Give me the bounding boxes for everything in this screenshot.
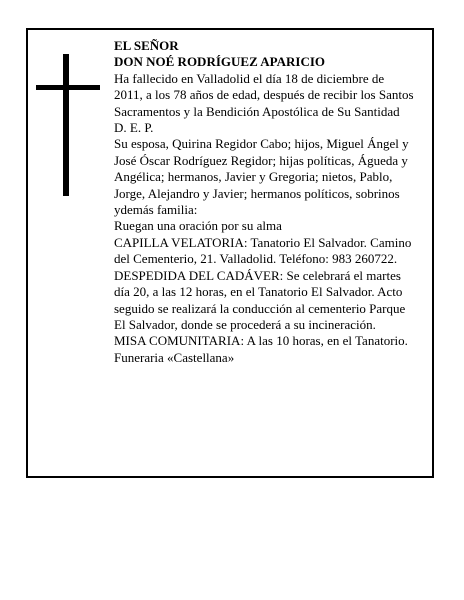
family-list: Su esposa, Quirina Regidor Cabo; hijos, Miguel Ángel y José Óscar Rodríguez Regidor; hijas políticas, Águeda y Angélica; hermanos, Javier y Gregoria; nietos, Pablo, Jorge, Alejandro y Javier; hermanos políticos, sobrinos ydemás familia:	[114, 136, 409, 218]
funeral-chapel-info: CAPILLA VELATORIA: Tanatorio El Salvador. Camino del Cementerio, 21. Valladolid. Teléfono: 983 260722.	[114, 234, 412, 267]
rip-line: D. E. P.	[114, 120, 154, 136]
death-announcement: Ha fallecido en Valladolid el día 18 de diciembre de 2011, a los 78 años de edad, después de recibir los Santos Sacramentos y la Bendición Apostólica de Su Santidad	[114, 70, 414, 119]
mass-info: MISA COMUNITARIA: A las 10 horas, en el Tanatorio.	[114, 333, 408, 349]
prayer-request: Ruegan una oración por su alma	[114, 218, 282, 234]
funeral-home: Funeraria «Castellana»	[114, 349, 235, 365]
obituary-text	[114, 38, 414, 366]
farewell-info: DESPEDIDA DEL CADÁVER: Se celebrará el martes día 20, a las 12 horas, en el Tanatorio El Salvador. Acto seguido se realizará la conducción al cementerio Parque El Salvador, donde se procederá a su incineración.	[114, 267, 406, 332]
cross-vertical-bar	[63, 54, 69, 196]
cross-icon	[36, 54, 100, 196]
notice-title-line-1: EL SEÑOR	[114, 38, 179, 53]
cross-horizontal-bar	[36, 85, 100, 90]
deceased-name: DON NOÉ RODRÍGUEZ APARICIO	[114, 54, 326, 70]
